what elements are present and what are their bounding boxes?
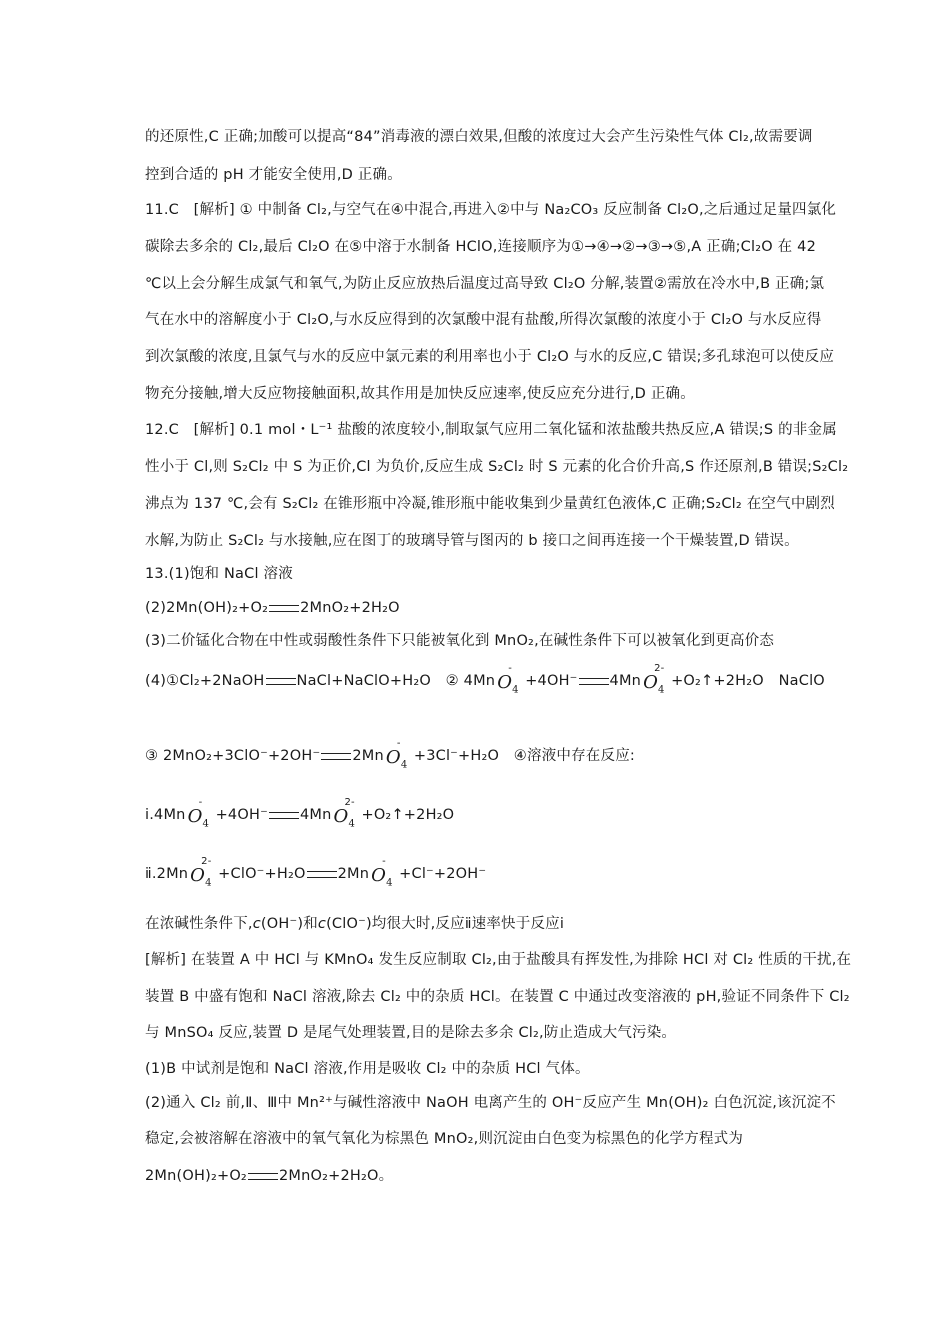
q12-line: 12.C [解析] 0.1 mol・L⁻¹ 盐酸的浓度较小,制取氯气应用二氧化锰和浓盐酸共热反应,A 错误;S 的非金属	[145, 422, 837, 438]
q13-analysis-line: (1)B 中试剂是饱和 NaCl 溶液,作用是吸收 Cl₂ 中的杂质 HCl 气体。	[145, 1061, 590, 1077]
q13-answer-4: (4)①Cl₂+2NaOH NaCl+NaClO+H₂O ② 4Mn $O_4$ - +4OH⁻ 4Mn $O_4$ 2- +O₂↑+2H₂O NaClO	[145, 663, 825, 696]
q13-analysis-line: [解析] 在装置 A 中 HCl 与 KMnO₄ 发生反应制取 Cl₂,由于盐酸具有挥发性,为排除 HCl 对 Cl₂ 性质的干扰,在	[145, 952, 852, 968]
equals-sign	[307, 871, 337, 878]
equals-sign	[269, 605, 299, 612]
equals-sign	[248, 1173, 278, 1180]
permanganate-ion: $O_4$ -	[187, 797, 210, 830]
q13-analysis-line: (2)通入 Cl₂ 前,Ⅱ、Ⅲ中 Mn²⁺与碱性溶液中 NaOH 电离产生的 OH⁻反应产生 Mn(OH)₂ 白色沉淀,该沉淀不	[145, 1095, 836, 1111]
q13-answer-3: (3)二价锰化合物在中性或弱酸性条件下只能被氧化到 MnO₂,在碱性条件下可以被氧化到更高价态	[145, 633, 775, 649]
q11-line: ℃以上会分解生成氯气和氧气,为防止反应放热后温度过高导致 Cl₂O 分解,装置②需放在冷水中,B 正确;氯	[145, 276, 825, 292]
q13-condition: 在浓碱性条件下,c(OH⁻)和c(ClO⁻)均很大时,反应ⅱ速率快于反应ⅰ	[145, 916, 565, 932]
manganate-ion: $O_4$ 2-	[190, 856, 212, 889]
text-line: 控到合适的 pH 才能安全使用,D 正确。	[145, 167, 402, 183]
q13-answer-4-3: ③ 2MnO₂+3ClO⁻+2OH⁻ 2Mn $O_4$ - +3Cl⁻+H₂O ④溶液中存在反应:	[145, 738, 635, 771]
permanganate-ion: $O_4$ -	[497, 663, 519, 696]
q12-line: 水解,为防止 S₂Cl₂ 与水接触,应在图丁的玻璃导管与图丙的 b 接口之间再连接一个干燥装置,D 错误。	[145, 533, 799, 549]
q11-line: 到次氯酸的浓度,且氯气与水的反应中氯元素的利用率也小于 Cl₂O 与水的反应,C 错误;多孔球泡可以使反应	[145, 349, 835, 365]
equals-sign	[579, 678, 609, 685]
equals-sign	[269, 812, 299, 819]
permanganate-ion: $O_4$ -	[371, 856, 393, 889]
q11-line: 碳除去多余的 Cl₂,最后 Cl₂O 在⑤中溶于水制备 HClO,连接顺序为①→④→②→③→⑤,A 正确;Cl₂O 在 42	[145, 239, 817, 255]
q11-line: 气在水中的溶解度小于 Cl₂O,与水反应得到的次氯酸中混有盐酸,所得次氯酸的浓度小于 Cl₂O 与水反应得	[145, 312, 822, 328]
q13-analysis-equation: 2Mn(OH)₂+O₂ 2MnO₂+2H₂O。	[145, 1168, 394, 1184]
q13-reaction-i: ⅰ.4Mn $O_4$ - +4OH⁻ 4Mn $O_4$ 2- +O₂↑+2H₂O	[145, 797, 455, 830]
q13-answer-1: 13.(1)饱和 NaCl 溶液	[145, 566, 293, 582]
q13-analysis-line: 与 MnSO₄ 反应,装置 D 是尾气处理装置,目的是除去多余 Cl₂,防止造成大气污染。	[145, 1025, 677, 1041]
q13-reaction-ii: ⅱ.2Mn $O_4$ 2- +ClO⁻+H₂O 2Mn $O_4$ - +Cl⁻+2OH⁻	[145, 856, 487, 889]
q12-line: 性小于 Cl,则 S₂Cl₂ 中 S 为正价,Cl 为负价,反应生成 S₂Cl₂ 时 S 元素的化合价升高,S 作还原剂,B 错误;S₂Cl₂	[145, 459, 849, 475]
manganate-ion: $O_4$ 2-	[643, 663, 665, 696]
equals-sign	[266, 678, 296, 685]
text-line: 的还原性,C 正确;加酸可以提高“84”消毒液的漂白效果,但酸的浓度过大会产生污染性气体 Cl₂,故需要调	[145, 129, 813, 145]
equals-sign	[321, 753, 351, 760]
q13-analysis-line: 装置 B 中盛有饱和 NaCl 溶液,除去 Cl₂ 中的杂质 HCl。在装置 C 中通过改变溶液的 pH,验证不同条件下 Cl₂	[145, 989, 850, 1005]
q13-answer-2: (2)2Mn(OH)₂+O₂ 2MnO₂+2H₂O	[145, 600, 400, 616]
manganate-ion: $O_4$ 2-	[333, 797, 355, 830]
q11-line: 11.C [解析] ① 中制备 Cl₂,与空气在④中混合,再进入②中与 Na₂CO₃ 反应制备 Cl₂O,之后通过足量四氯化	[145, 202, 837, 218]
q13-analysis-line: 稳定,会被溶解在溶液中的氧气氧化为棕黑色 MnO₂,则沉淀由白色变为棕黑色的化学方程式为	[145, 1131, 744, 1147]
q11-line: 物充分接触,增大反应物接触面积,故其作用是加快反应速率,使反应充分进行,D 正确。	[145, 386, 695, 402]
q12-line: 沸点为 137 ℃,会有 S₂Cl₂ 在锥形瓶中冷凝,锥形瓶中能收集到少量黄红色液体,C 正确;S₂Cl₂ 在空气中剧烈	[145, 496, 835, 512]
permanganate-ion: $O_4$ -	[385, 738, 408, 771]
